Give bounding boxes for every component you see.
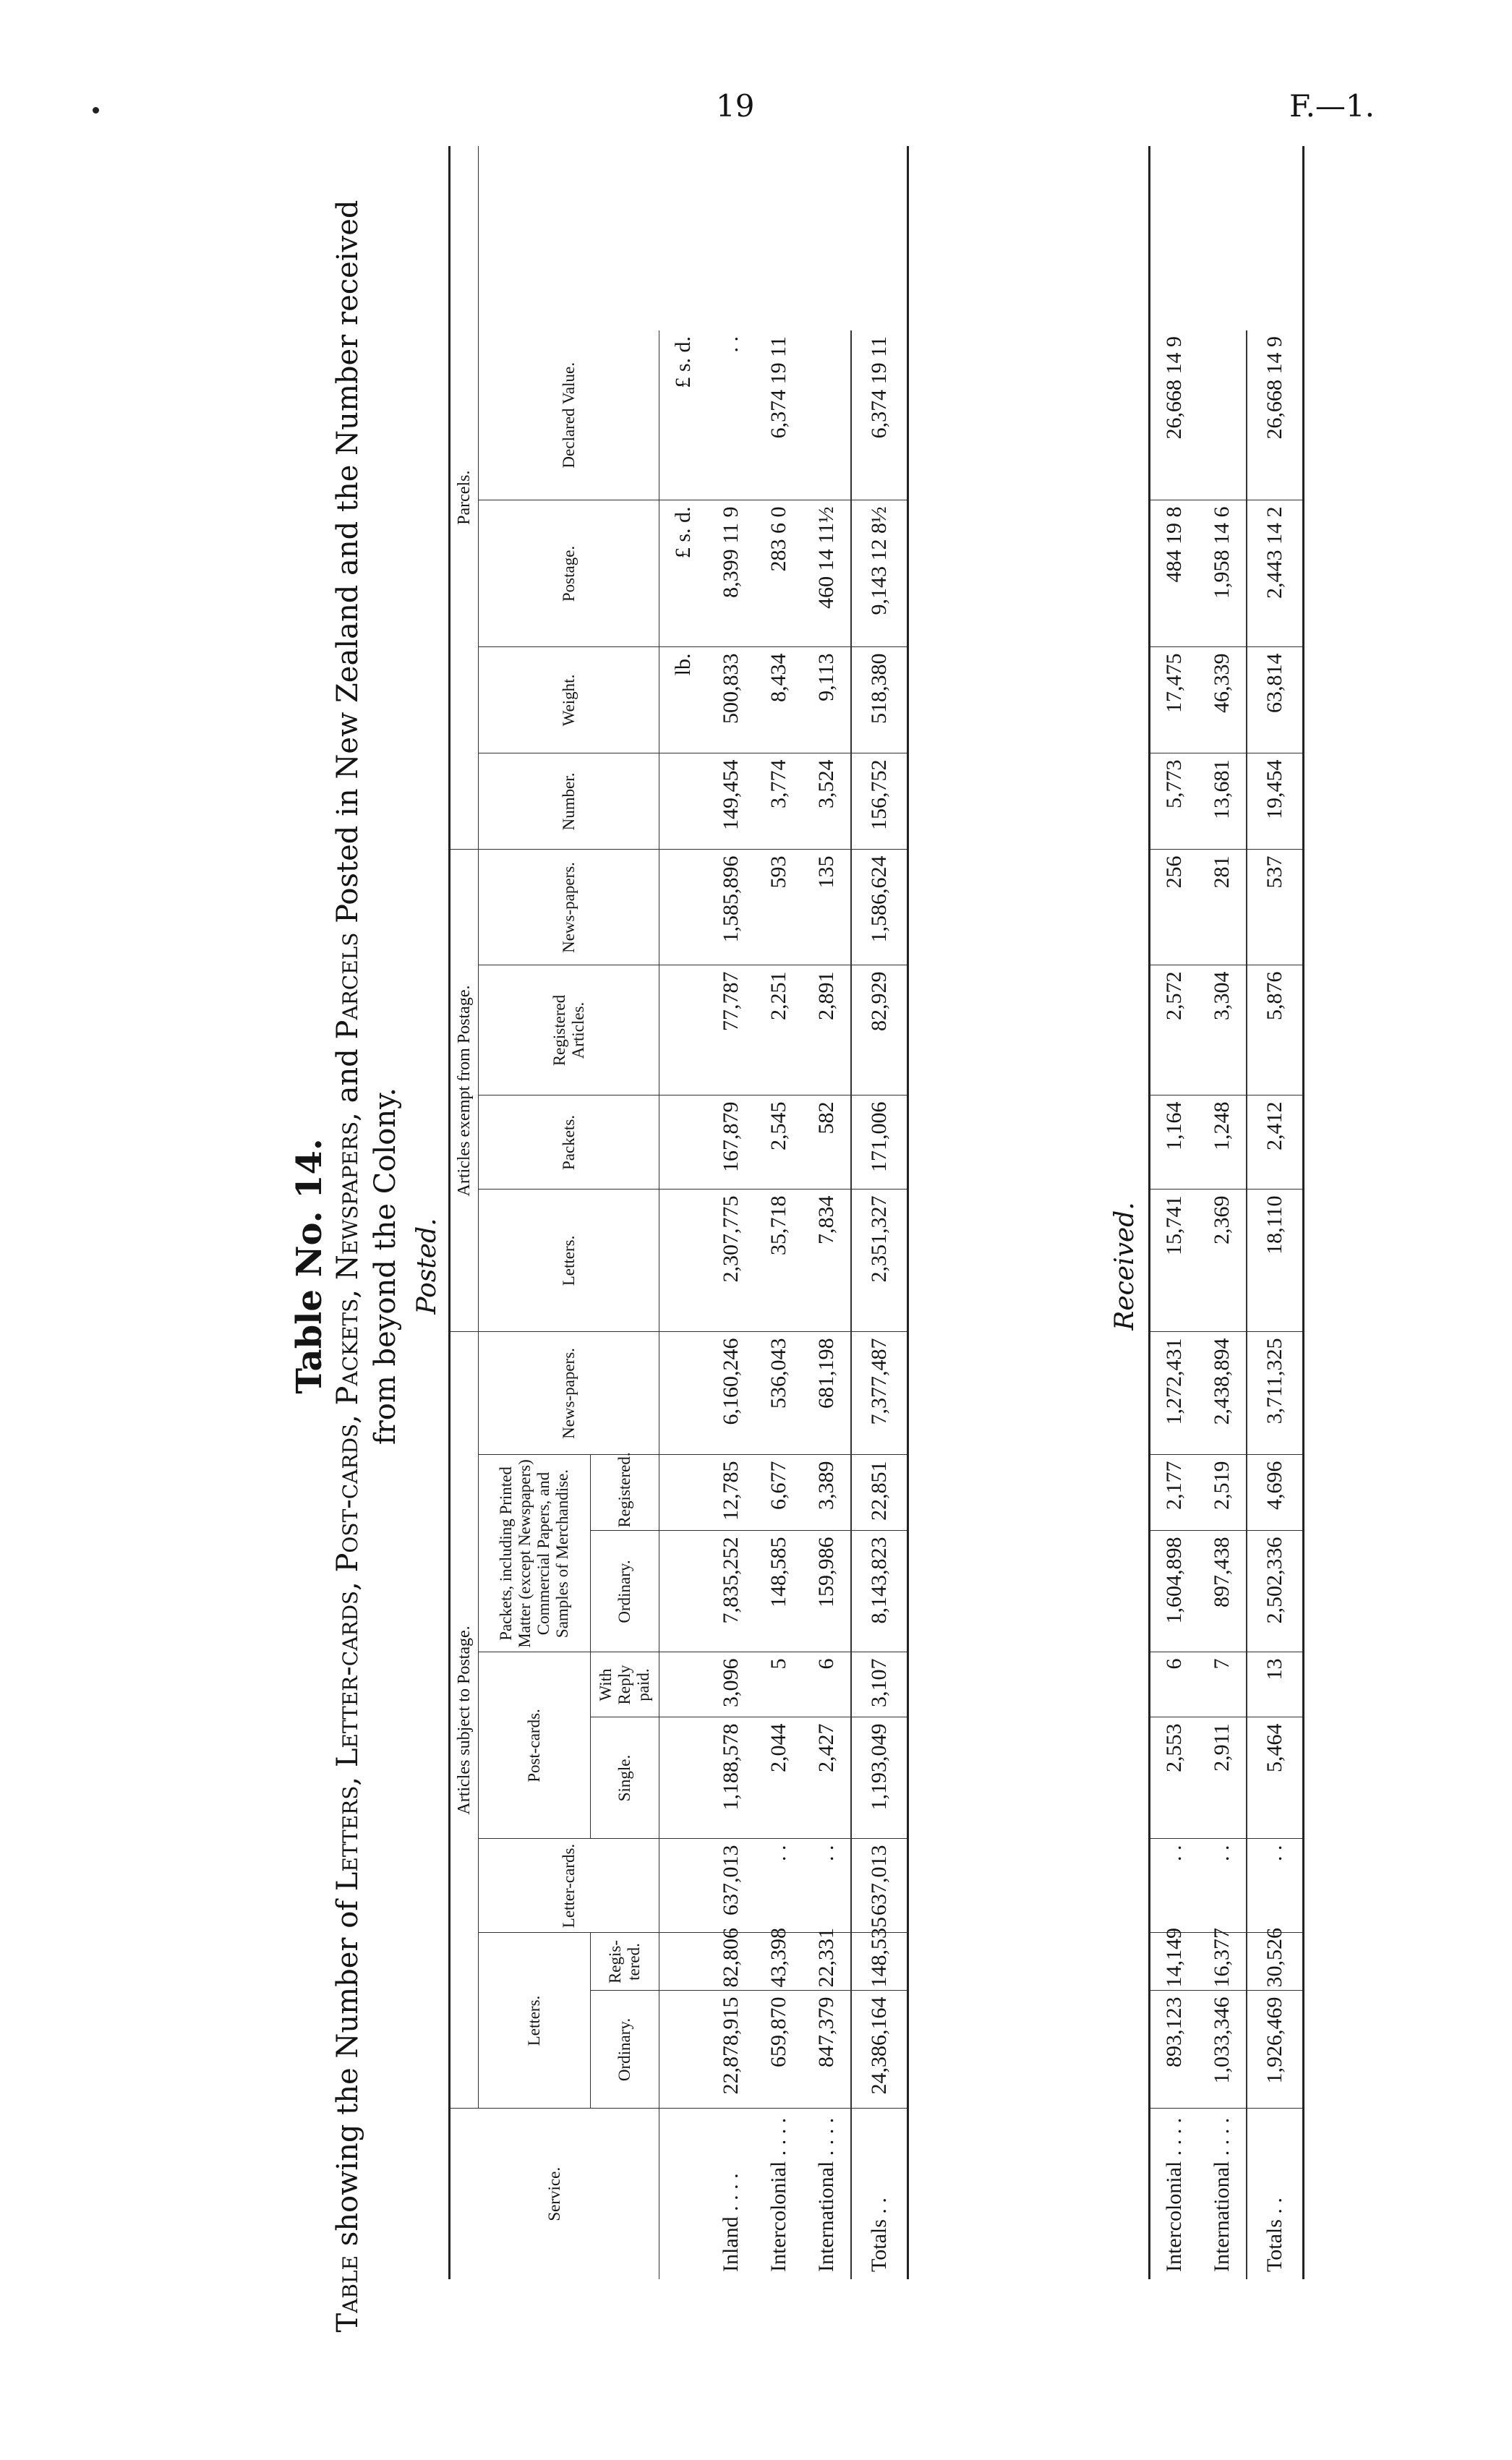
cell-service: Totals . .: [851, 2109, 908, 2279]
cell-p-value: 6,374 19 11: [755, 330, 803, 500]
unit-money-value: £ s. d.: [659, 330, 708, 500]
received-label: Received.: [1110, 1202, 1140, 1331]
cell-l-ord: 1,926,469: [1247, 1991, 1304, 2109]
cell-service: Totals . .: [1247, 2109, 1304, 2279]
posted-row: [803, 146, 851, 2279]
col-newspapers: News-papers.: [479, 1332, 659, 1455]
col-p-number: Number.: [479, 753, 659, 850]
col-pk-ordinary: Ordinary.: [591, 1531, 659, 1652]
cell-p-postage: 283 6 0: [755, 500, 803, 647]
col-pk-registered: Registered.: [591, 1455, 659, 1531]
cell-lcards: 637,013: [851, 1839, 908, 1933]
cell-pk-reg: 12,785: [707, 1455, 755, 1531]
posted-table: [448, 146, 909, 2279]
cell-l-ord: 1,033,346: [1198, 1991, 1247, 2109]
col-service: Service.: [450, 2109, 659, 2279]
cell-pc-reply: 3,107: [851, 1652, 908, 1717]
cell-p-weight: 8,434: [755, 647, 803, 753]
cell-ex-letters: 2,351,327: [851, 1190, 908, 1332]
cell-pc-single: 2,553: [1150, 1717, 1199, 1839]
cell-p-weight: 9,113: [803, 647, 851, 753]
cell-news: 2,438,894: [1198, 1332, 1247, 1455]
caption-and: and: [331, 1039, 364, 1113]
posted-row: [707, 146, 755, 2279]
cell-p-weight: 518,380: [851, 647, 908, 753]
cell-pk-ord: 8,143,823: [851, 1531, 908, 1652]
posted-table-body: [659, 146, 908, 2279]
cell-ex-news: 135: [803, 850, 851, 965]
cell-l-reg: 82,806: [707, 1933, 755, 1991]
cell-ex-packets: 582: [803, 1096, 851, 1190]
cell-lcards: 637,013: [707, 1839, 755, 1933]
cell-news: 3,711,325: [1247, 1332, 1304, 1455]
cell-p-weight: 63,814: [1247, 647, 1304, 753]
table-number: Table No. 14.: [289, 1138, 330, 1394]
cell-ex-news: 256: [1150, 850, 1199, 965]
cell-p-number: 19,454: [1247, 753, 1304, 850]
col-letters-ordinary: Ordinary.: [591, 1991, 659, 2109]
col-letters-registered: Regis-tered.: [591, 1933, 659, 1991]
received-table: [1148, 146, 1304, 2279]
cell-pk-ord: 1,604,898: [1150, 1531, 1199, 1652]
received-table-body: [1150, 146, 1304, 2279]
cell-pk-ord: 159,986: [803, 1531, 851, 1652]
cell-p-number: 5,773: [1150, 753, 1199, 850]
cell-p-weight: 17,475: [1150, 647, 1199, 753]
cell-ex-news: 1,585,896: [707, 850, 755, 965]
cell-pk-reg: 3,389: [803, 1455, 851, 1531]
group-exempt: Articles exempt from Postage.: [450, 850, 479, 1332]
unit-money-postage: £ s. d.: [659, 500, 708, 647]
cell-pc-single: 5,464: [1247, 1717, 1304, 1839]
cell-news: 6,160,246: [707, 1332, 755, 1455]
cell-ex-letters: 2,307,775: [707, 1190, 755, 1332]
cell-lcards: . .: [803, 1839, 851, 1933]
cell-pc-single: 1,193,049: [851, 1717, 908, 1839]
cell-service: Intercolonial . . . .: [766, 2117, 790, 2272]
col-p-weight: Weight.: [479, 647, 659, 753]
cell-p-value: . .: [707, 330, 755, 500]
cell-p-postage: 484 19 8: [1150, 500, 1199, 647]
cell-l-ord: 22,878,915: [707, 1991, 755, 2109]
cell-p-postage: 460 14 11½: [803, 500, 851, 647]
cell-pk-ord: 148,585: [755, 1531, 803, 1652]
cell-ex-news: 1,586,624: [851, 850, 908, 965]
cell-pk-reg: 22,851: [851, 1455, 908, 1531]
col-ex-letters: Letters.: [479, 1190, 659, 1332]
col-ex-packets: Packets.: [479, 1096, 659, 1190]
cell-ex-reg: 2,251: [755, 965, 803, 1096]
cell-service: Inland . . . .: [719, 2173, 743, 2272]
col-p-postage: Postage.: [479, 500, 659, 647]
unit-weight: lb.: [659, 647, 708, 753]
cell-pc-single: 2,427: [803, 1717, 851, 1839]
caption-parcels: Parcels: [331, 932, 364, 1040]
cell-p-postage: 8,399 11 9: [707, 500, 755, 647]
cell-ex-news: 281: [1198, 850, 1247, 965]
cell-ex-news: 537: [1247, 850, 1304, 965]
cell-ex-reg: 77,787: [707, 965, 755, 1096]
cell-p-number: 149,454: [707, 753, 755, 850]
posted-row: [755, 146, 803, 2279]
cell-ex-reg: 2,572: [1150, 965, 1199, 1096]
cell-ex-letters: 7,834: [803, 1190, 851, 1332]
cell-p-number: 3,524: [803, 753, 851, 850]
cell-l-reg: 14,149: [1150, 1933, 1199, 1991]
caption-items: Letters, Letter-cards, Post-cards, Packets, Newspapers,: [331, 1112, 364, 1892]
cell-l-reg: 22,331: [803, 1933, 851, 1991]
cell-pc-reply: 7: [1198, 1652, 1247, 1717]
group-subject: Articles subject to Postage.: [450, 1332, 479, 2109]
cell-news: 7,377,487: [851, 1332, 908, 1455]
col-ex-registered: Registered Articles.: [479, 965, 659, 1096]
cell-pk-reg: 2,177: [1150, 1455, 1199, 1531]
received-row: [1198, 146, 1247, 2279]
cell-ex-packets: 167,879: [707, 1096, 755, 1190]
cell-ex-reg: 2,891: [803, 965, 851, 1096]
cell-l-ord: 659,870: [755, 1991, 803, 2109]
cell-l-ord: 24,386,164: [851, 1991, 908, 2109]
cell-pc-reply: 6: [1150, 1652, 1199, 1717]
cell-p-postage: 2,443 14 2: [1247, 500, 1304, 647]
cell-service: International . . . .: [1210, 2117, 1234, 2272]
cell-ex-packets: 1,248: [1198, 1096, 1247, 1190]
cell-ex-letters: 35,718: [755, 1190, 803, 1332]
cell-ex-packets: 1,164: [1150, 1096, 1199, 1190]
col-packets: Packets, including Printed Matter (except Newspapers) Commercial Papers, and Samples of Merchandise.: [479, 1455, 591, 1652]
cell-pc-reply: 13: [1247, 1652, 1304, 1717]
cell-l-ord: 847,379: [803, 1991, 851, 2109]
cell-l-ord: 893,123: [1150, 1991, 1199, 2109]
col-ex-newspapers: News-papers.: [479, 850, 659, 965]
cell-pk-ord: 2,502,336: [1247, 1531, 1304, 1652]
cell-pc-reply: 3,096: [707, 1652, 755, 1717]
cell-pk-reg: 4,696: [1247, 1455, 1304, 1531]
cell-lcards: . .: [1247, 1839, 1304, 1933]
cell-ex-packets: 2,545: [755, 1096, 803, 1190]
group-parcels: Parcels.: [450, 146, 479, 850]
cell-news: 681,198: [803, 1332, 851, 1455]
col-pc-single: Single.: [591, 1717, 659, 1839]
cell-ex-packets: 2,412: [1247, 1096, 1304, 1190]
cell-ex-reg: 5,876: [1247, 965, 1304, 1096]
cell-pk-reg: 2,519: [1198, 1455, 1247, 1531]
caption-text-a: showing the Number of: [331, 1891, 364, 2256]
cell-l-reg: 148,535: [851, 1933, 908, 1991]
cell-l-reg: 43,398: [755, 1933, 803, 1991]
cell-lcards: . .: [1198, 1839, 1247, 1933]
caption-table-word: Table: [331, 2255, 364, 2333]
cell-pc-reply: 5: [755, 1652, 803, 1717]
cell-pc-single: 2,044: [755, 1717, 803, 1839]
cell-p-value: [803, 330, 851, 500]
cell-l-reg: 16,377: [1198, 1933, 1247, 1991]
cell-p-number: 156,752: [851, 753, 908, 850]
col-pc-reply: With Reply paid.: [591, 1652, 659, 1717]
cell-news: 1,272,431: [1150, 1332, 1199, 1455]
cell-ex-news: 593: [755, 850, 803, 965]
cell-p-weight: 46,339: [1198, 647, 1247, 753]
received-row: [1247, 146, 1304, 2279]
caption-text-b: Posted in New Zealand and the Number received: [331, 200, 364, 933]
cell-pk-ord: 7,835,252: [707, 1531, 755, 1652]
cell-pc-single: 2,911: [1198, 1717, 1247, 1839]
cell-p-postage: 9,143 12 8½: [851, 500, 908, 647]
rotated-table-region: [108, 145, 1404, 2388]
cell-news: 536,043: [755, 1332, 803, 1455]
page-reference: F.—1.: [1289, 88, 1375, 124]
col-letters: Letters.: [479, 1933, 591, 2109]
cell-ex-reg: 3,304: [1198, 965, 1247, 1096]
cell-ex-packets: 171,006: [851, 1096, 908, 1190]
posted-label: Posted.: [412, 1218, 442, 1315]
posted-row: [851, 146, 908, 2279]
page-number: 19: [716, 88, 755, 124]
cell-pk-ord: 897,438: [1198, 1531, 1247, 1652]
cell-service: International . . . .: [814, 2117, 838, 2272]
col-letter-cards: Letter-cards.: [479, 1839, 659, 1933]
cell-p-weight: 500,833: [707, 647, 755, 753]
cell-l-reg: 30,526: [1247, 1933, 1304, 1991]
cell-p-value: 6,374 19 11: [851, 330, 908, 500]
cell-p-value: [1198, 330, 1247, 500]
table-caption: [329, 145, 404, 2388]
cell-p-postage: 1,958 14 6: [1198, 500, 1247, 647]
col-p-value: Declared Value.: [479, 330, 659, 500]
cell-p-number: 3,774: [755, 753, 803, 850]
col-post-cards: Post-cards.: [479, 1652, 591, 1839]
margin-mark: [93, 107, 99, 114]
cell-pc-reply: 6: [803, 1652, 851, 1717]
caption-line-2: from beyond the Colony.: [369, 1087, 402, 1445]
cell-lcards: . .: [755, 1839, 803, 1933]
received-row: [1150, 146, 1199, 2279]
cell-ex-letters: 2,369: [1198, 1190, 1247, 1332]
cell-pk-reg: 6,677: [755, 1455, 803, 1531]
cell-p-number: 13,681: [1198, 753, 1247, 850]
cell-lcards: . .: [1150, 1839, 1199, 1933]
cell-ex-letters: 15,741: [1150, 1190, 1199, 1332]
cell-ex-reg: 82,929: [851, 965, 908, 1096]
cell-pc-single: 1,188,578: [707, 1717, 755, 1839]
cell-p-value: 26,668 14 9: [1247, 330, 1304, 500]
cell-ex-letters: 18,110: [1247, 1190, 1304, 1332]
cell-service: Intercolonial . . . .: [1162, 2117, 1186, 2272]
caption-line-1: [329, 145, 367, 2388]
cell-p-value: 26,668 14 9: [1150, 330, 1199, 500]
